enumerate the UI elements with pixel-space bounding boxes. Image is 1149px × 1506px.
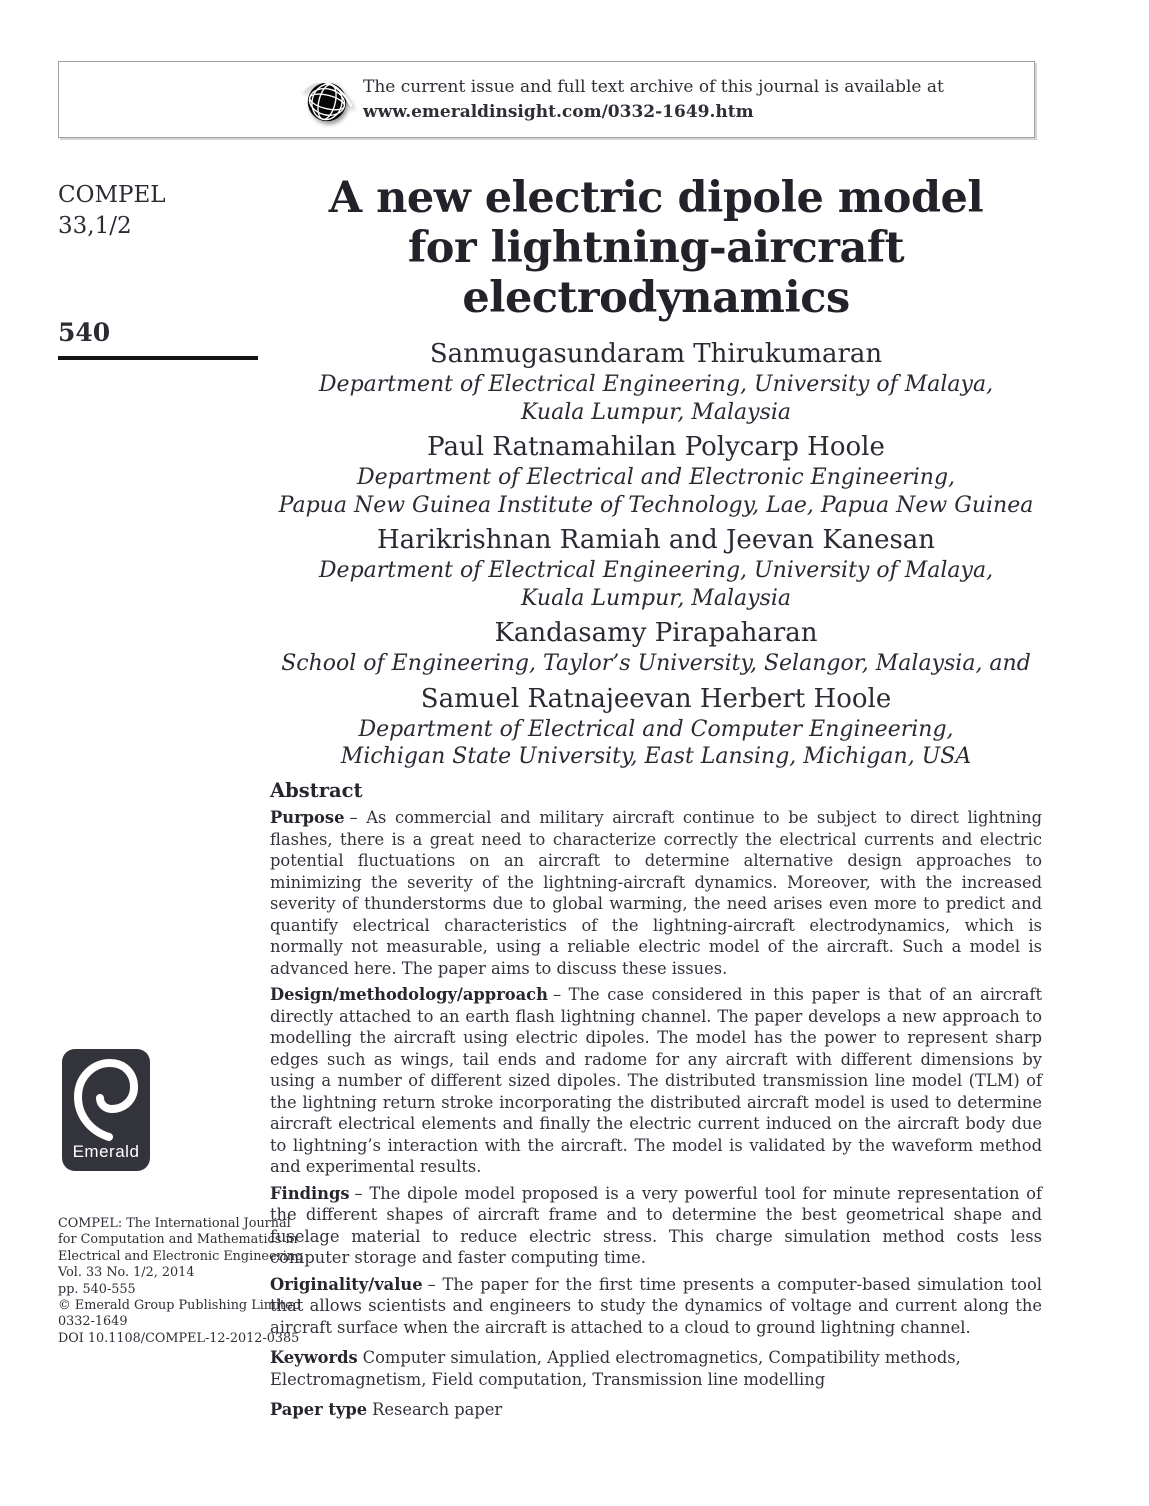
author-group xyxy=(270,523,1042,612)
author-affiliation: Michigan State University, East Lansing, Michigan, USA xyxy=(340,744,972,769)
section-text: – The dipole model proposed is a very powerful tool for minute representation of the different shapes of aircraft frame and to determine the best geometrical shape and fuselage material to reduce electric stress. This charge simulation method costs less computer storage and faster computing time. xyxy=(270,1183,1042,1267)
journal-archive-banner xyxy=(58,61,1035,138)
author-name: Paul Ratnamahilan Polycarp Hoole xyxy=(427,432,885,462)
section-label: Originality/value xyxy=(270,1274,423,1294)
abstract-section xyxy=(270,779,1042,1426)
author-affiliation: Kuala Lumpur, Malaysia xyxy=(520,585,792,611)
page-number: 540 xyxy=(58,318,111,347)
paper-type-label: Paper type xyxy=(270,1400,368,1419)
author-group xyxy=(270,430,1042,519)
author-affiliation: Department of Electrical Engineering, University of Malaya, xyxy=(318,372,994,397)
author-affiliation: Department of Electrical and Electronic Engineering, xyxy=(356,465,956,490)
banner-content xyxy=(59,62,1034,137)
keywords-text: Computer simulation, Applied electromagnetics, Compatibility methods, Electromagnetism, Field computation, Transmission line modelling xyxy=(270,1348,961,1389)
section-label: Design/methodology/approach xyxy=(270,985,548,1004)
colophon-line: COMPEL: The International Journal xyxy=(58,1216,291,1231)
section-text: – The paper for the first time presents a computer-based simulation tool that allows scientists and engineers to study the dynamics of voltage and current along the aircraft surface when the aircraft is attached to a cloud to ground lightning channel. xyxy=(270,1274,1042,1337)
section-label: Purpose xyxy=(270,808,345,827)
author-affiliation: Department of Electrical Engineering, University of Malaya, xyxy=(318,558,994,583)
title-line: for lightning-aircraft xyxy=(407,223,905,273)
author-name: Kandasamy Pirapaharan xyxy=(494,618,818,648)
banner-text xyxy=(363,75,944,125)
author-affiliation: Papua New Guinea Institute of Technology, Lae, Papua New Guinea xyxy=(278,492,1034,518)
paper-type-line xyxy=(270,1399,1042,1421)
author-name: Harikrishnan Ramiah and Jeevan Kanesan xyxy=(376,525,936,555)
emerald-wordmark: Emerald xyxy=(72,1142,140,1161)
section-text: – As commercial and military aircraft continue to be subject to direct lightning flashes, there is a great need to characterize correctly the electrical currents and electric potential fluctuations on an aircraft to determine alternative design approaches to minimizing the severity of the lightning-aircraft dynamics. Moreover, with the increased severity of thunderstorms due to global warming, the need arises even more to predict and quantify electrical characteristics of the lightning-aircraft electrodynamics, which is normally not measurable, using a reliable electric model of the aircraft. Such a model is advanced here. The paper aims to discuss these issues. xyxy=(270,808,1042,978)
abstract-purpose xyxy=(270,807,1042,979)
keywords-label: Keywords xyxy=(270,1348,358,1367)
author-affiliation: School of Engineering, Taylor’s University, Selangor, Malaysia, and xyxy=(281,651,1031,676)
article-title xyxy=(270,173,1042,323)
journal-issue: 33,1/2 xyxy=(58,213,132,239)
colophon-line: © Emerald Group Publishing Limited xyxy=(58,1298,301,1314)
author-group xyxy=(270,682,1042,771)
colophon-line: 0332-1649 xyxy=(58,1314,128,1330)
paper-type-text: Research paper xyxy=(372,1400,503,1419)
section-label: Findings xyxy=(270,1183,350,1203)
masthead-rule xyxy=(58,356,258,360)
colophon-line: for Computation and Mathematics in xyxy=(58,1232,298,1248)
colophon-line: DOI 10.1108/COMPEL-12-2012-0385 xyxy=(58,1330,300,1346)
journal-masthead xyxy=(58,180,166,242)
author-name: Sanmugasundaram Thirukumaran xyxy=(429,339,883,369)
section-text: – The case considered in this paper is that of an aircraft directly attached to an earth flash lightning channel. The paper develops a new approach to modelling the aircraft using electric dipoles. The model has the power to represent sharp edges such as wings, tail ends and radome for any aircraft with different dimensions by using a number of different sized dipoles. The distributed transmission line model (TLM) of the lightning return stroke incorporating the distributed aircraft model is used to determine aircraft electrical elements and finally the electric current induced on the aircraft body due to lightning’s interaction with the aircraft. The model is validated by the waveform method and experimental results. xyxy=(270,985,1042,1176)
journal-colophon xyxy=(58,1216,303,1347)
colophon-line: pp. 540-555 xyxy=(58,1281,136,1297)
author-group xyxy=(270,616,1042,678)
author-affiliation: Department of Electrical and Computer Engineering, xyxy=(358,716,954,742)
banner-line: The current issue and full text archive of this journal is available at xyxy=(363,76,944,97)
keywords-line xyxy=(270,1347,1042,1390)
author-group xyxy=(270,337,1042,426)
abstract-originality xyxy=(270,1274,1042,1339)
abstract-findings xyxy=(270,1183,1042,1269)
globe-icon xyxy=(302,74,354,126)
abstract-design xyxy=(270,984,1042,1178)
abstract-heading: Abstract xyxy=(270,779,363,802)
author-affiliation: Kuala Lumpur, Malaysia xyxy=(520,399,792,425)
journal-url[interactable]: www.emeraldinsight.com/0332-1649.htm xyxy=(363,101,754,122)
author-block xyxy=(270,337,1042,775)
journal-abbrev: COMPEL xyxy=(58,182,166,208)
author-name: Samuel Ratnajeevan Herbert Hoole xyxy=(420,683,892,714)
colophon-line: Electrical and Electronic Engineering xyxy=(58,1248,304,1264)
colophon-line: Vol. 33 No. 1/2, 2014 xyxy=(58,1265,195,1281)
title-line: electrodynamics xyxy=(462,273,850,323)
emerald-logo xyxy=(62,1049,150,1171)
title-line: A new electric dipole model xyxy=(328,173,984,223)
